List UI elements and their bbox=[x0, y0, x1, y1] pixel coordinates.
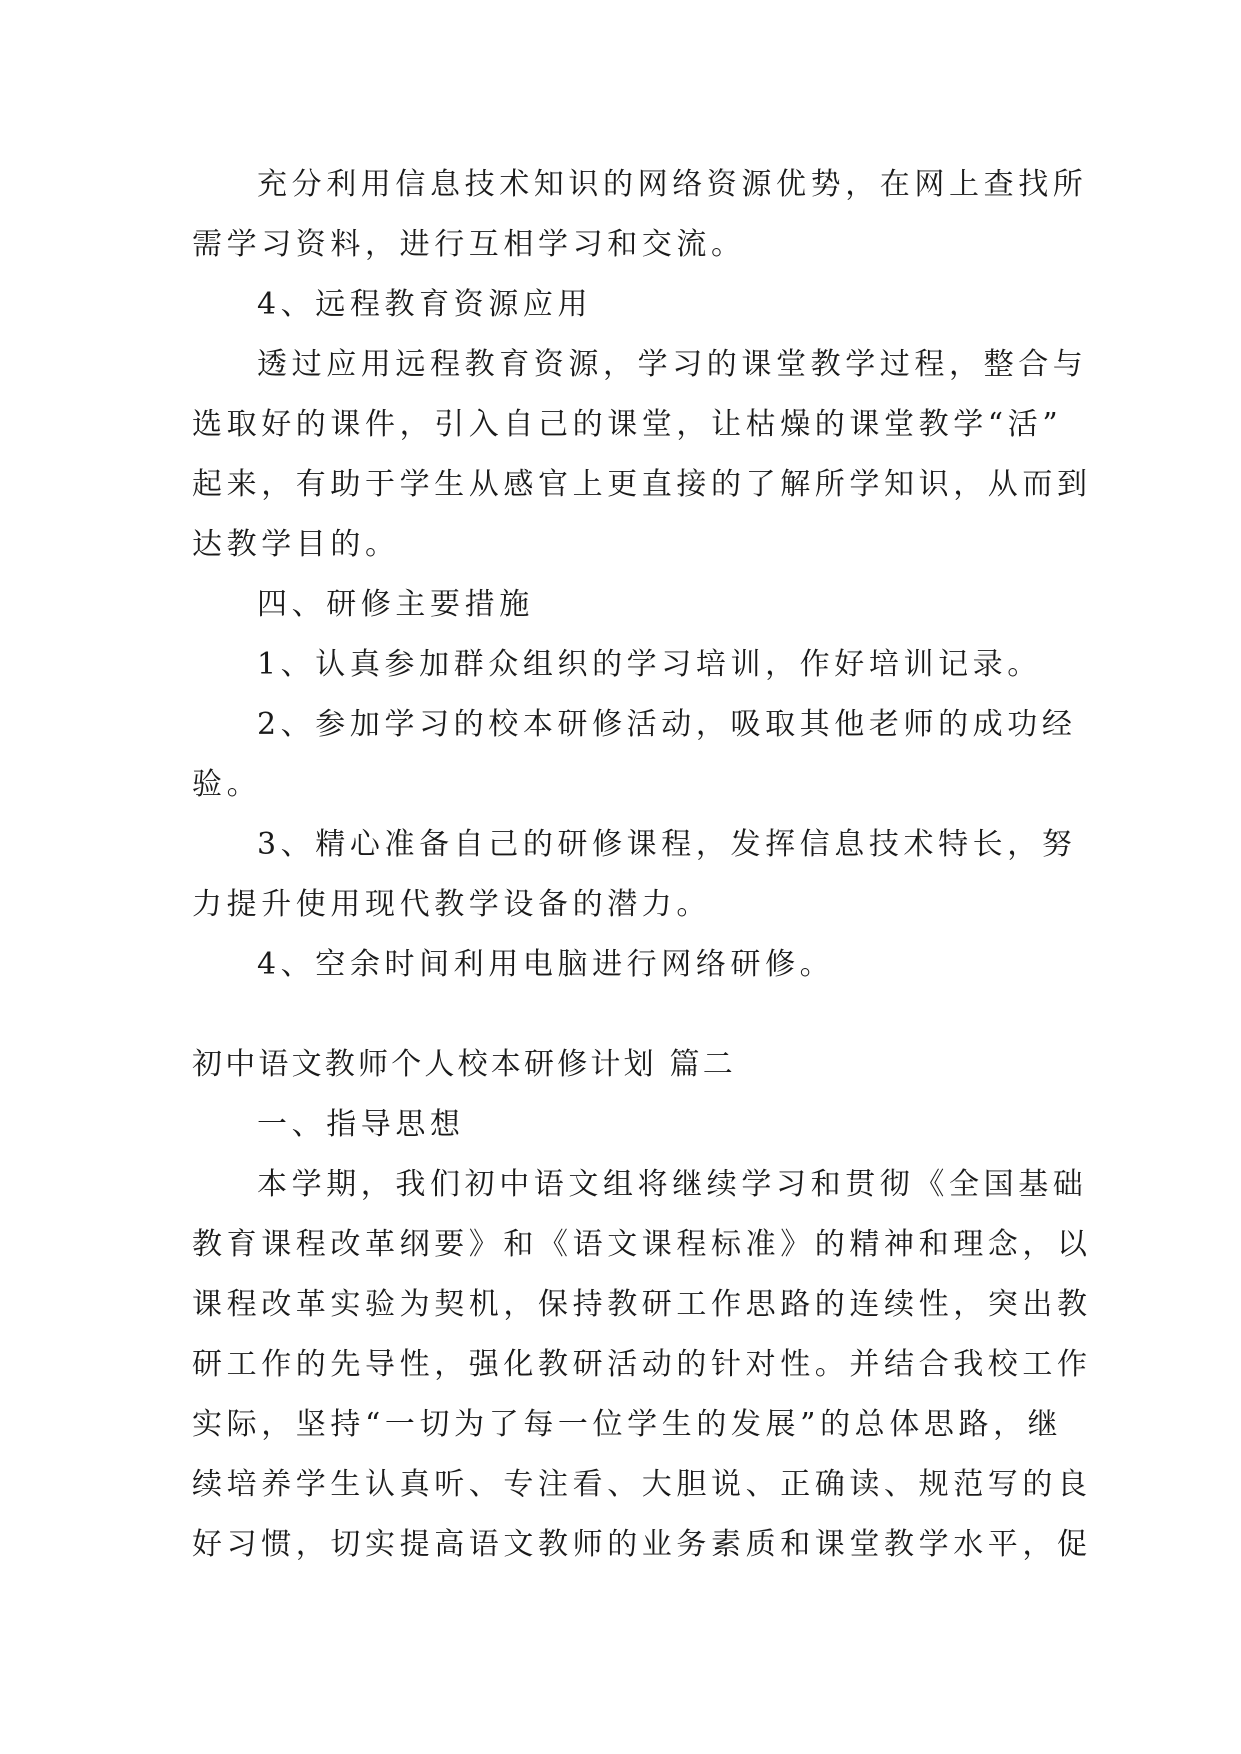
paragraph-line: 实际，坚持“一切为了每一位学生的发展”的总体思路，继 bbox=[192, 1407, 1063, 1442]
paragraph-line: 课程改革实验为契机，保持教研工作思路的连续性，突出教 bbox=[192, 1287, 1092, 1322]
paragraph-line: 达教学目的。 bbox=[192, 527, 400, 562]
paragraph-line: 力提升使用现代教学设备的潜力。 bbox=[192, 887, 711, 922]
paragraph-line: 教育课程改革纲要》和《语文课程标准》的精神和理念，以 bbox=[192, 1227, 1092, 1262]
paragraph-line: 好习惯，切实提高语文教师的业务素质和课堂教学水平，促 bbox=[192, 1527, 1092, 1562]
paragraph-line: 起来，有助于学生从感官上更直接的了解所学知识，从而到 bbox=[192, 467, 1092, 502]
paragraph-line: 需学习资料，进行互相学习和交流。 bbox=[192, 227, 746, 262]
paragraph-line: 选取好的课件，引入自己的课堂，让枯燥的课堂教学“活” bbox=[192, 407, 1063, 442]
paragraph-line: 研工作的先导性，强化教研活动的针对性。并结合我校工作 bbox=[192, 1347, 1092, 1382]
section-heading: 四、研修主要措施 bbox=[257, 587, 534, 622]
list-item: 1、认真参加群众组织的学习培训，作好培训记录。 bbox=[257, 647, 1042, 682]
list-item: 3、精心准备自己的研修课程，发挥信息技术特长，努 bbox=[257, 827, 1077, 862]
list-item: 4、空余时间利用电脑进行网络研修。 bbox=[257, 947, 835, 982]
paragraph-line: 续培养学生认真听、专注看、大胆说、正确读、规范写的良 bbox=[192, 1467, 1092, 1502]
paragraph-line: 验。 bbox=[192, 767, 262, 802]
paragraph-line: 本学期，我们初中语文组将继续学习和贯彻《全国基础 bbox=[257, 1167, 1088, 1202]
subheading: 4、远程教育资源应用 bbox=[257, 287, 593, 322]
paragraph-line: 透过应用远程教育资源，学习的课堂教学过程，整合与 bbox=[257, 347, 1088, 382]
section-title: 初中语文教师个人校本研修计划 篇二 bbox=[192, 1047, 736, 1082]
paragraph-line: 充分利用信息技术知识的网络资源优势，在网上查找所 bbox=[257, 167, 1088, 202]
list-item: 2、参加学习的校本研修活动，吸取其他老师的成功经 bbox=[257, 707, 1077, 742]
section-heading: 一、指导思想 bbox=[257, 1107, 465, 1142]
